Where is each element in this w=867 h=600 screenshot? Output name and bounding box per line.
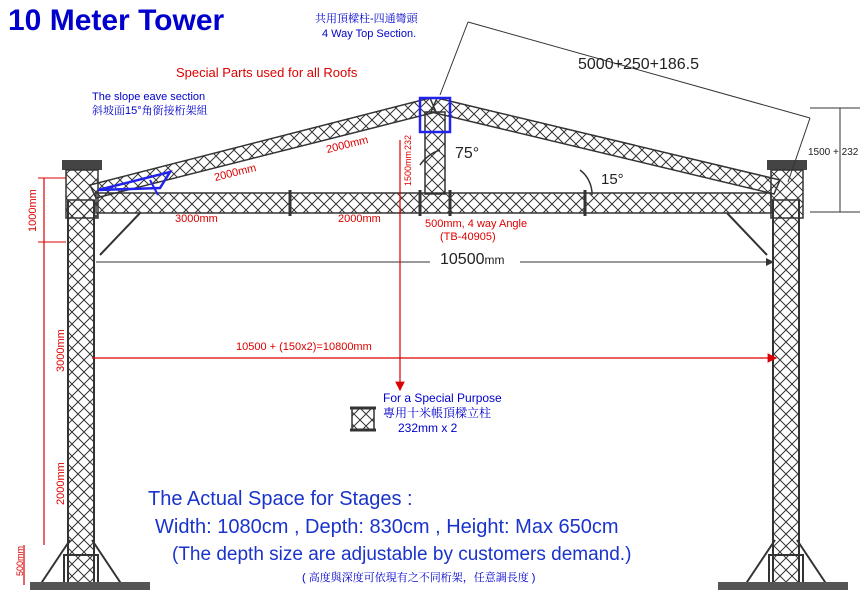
top-section-en: 4 Way Top Section. (322, 28, 417, 40)
span-10500-unit: mm (484, 253, 505, 267)
roof-width-label: 5000+250+186.5 (578, 56, 700, 73)
left-3000-label: 3000mm (55, 329, 67, 372)
special-purpose-en: For a Special Purpose (383, 391, 502, 405)
slope-eave-en: The slope eave section (92, 91, 206, 103)
stage-heading: The Actual Space for Stages : (148, 488, 413, 510)
four-way-code-label: (TB-40905) (440, 231, 496, 243)
stage-note: (The depth size are adjustable by customers demand.) (172, 544, 632, 565)
special-purpose-zh: 專用十米帳頂樑立柱 (383, 406, 492, 420)
left-2000-label: 2000mm (55, 462, 67, 505)
stage-note-zh: ( 高度與深度可依現有之不同桁架，任意調長度 ) (302, 572, 536, 584)
beam-3000-label: 3000mm (175, 213, 218, 225)
left-tower (27, 160, 150, 590)
special-purpose-size: 232mm x 2 (398, 421, 458, 435)
special-post-icon (350, 408, 376, 430)
four-way-angle-label: 500mm, 4 way Angle (425, 218, 528, 230)
span-10500-value: 10500 (440, 251, 485, 268)
rafter-upper-label: 2000mm (325, 134, 370, 157)
page-title: 10 Meter Tower (8, 4, 225, 37)
span-10500-label (440, 252, 505, 268)
left-1000-label: 1000mm (27, 189, 39, 232)
left-height-dimensions (24, 178, 66, 585)
slope-eave-zh: 斜坡面15°角銜接桁架組 (92, 105, 208, 117)
stage-dimensions: Width: 1080cm , Depth: 830cm , Height: Max 650cm (155, 516, 619, 538)
beam-2000-label: 2000mm (338, 213, 381, 225)
king-post-232-label: 232 (403, 134, 413, 150)
king-post-1500-label: 1500mm (403, 150, 413, 186)
special-parts-label: Special Parts used for all Roofs (176, 65, 358, 80)
angle-75-label: 75° (455, 145, 480, 162)
height-1500-label: 1500 + 232 (808, 147, 859, 158)
span-10800-label: 10500 + (150x2)=10800mm (236, 341, 372, 353)
rafter-lower-label: 2000mm (213, 162, 258, 185)
king-post (420, 98, 450, 194)
top-section-zh: 共用頂樑柱-四通彎頭 (315, 13, 418, 25)
left-500-label: 500mm (15, 545, 25, 576)
angle-15-label: 15° (601, 171, 624, 188)
